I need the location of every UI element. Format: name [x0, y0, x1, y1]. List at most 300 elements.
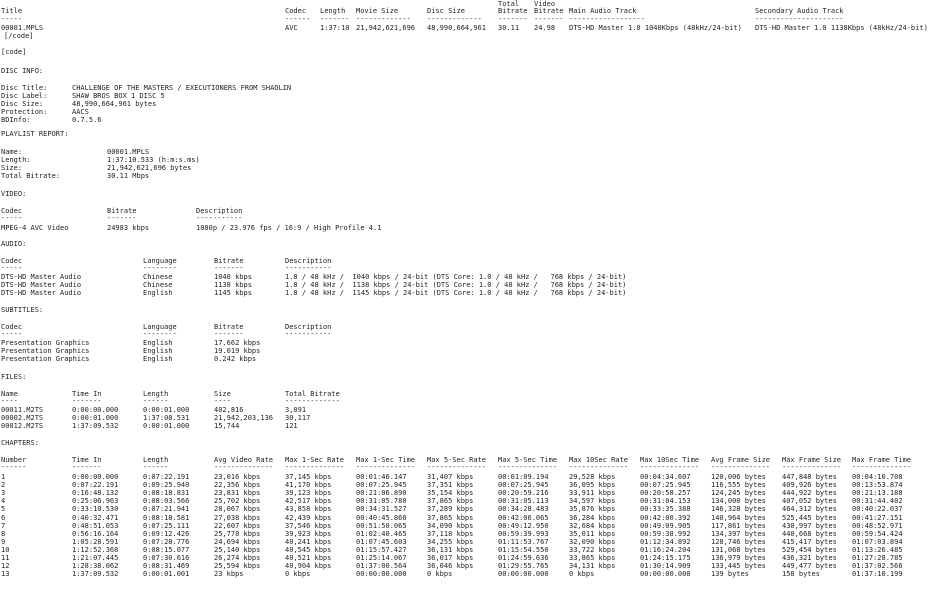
- summary-header-cell: Secondary Audio Track: [755, 7, 844, 15]
- chapters-row-cell: 1:05:28.591: [72, 537, 119, 546]
- chapters-row-cell: 42,517 kbps: [285, 497, 332, 506]
- chapters-row-cell: 12: [1, 562, 10, 571]
- chapters-dashes-cell: --------------: [498, 463, 558, 471]
- summary-dashes-cell: ------: [285, 15, 311, 23]
- chapters-row-cell: 00:34:28.483: [498, 505, 549, 514]
- audio-row-cell: DTS-HD Master Audio: [1, 281, 82, 289]
- summary-values-cell: 1:37:10: [320, 24, 350, 32]
- summary-values-cell: AVC: [285, 24, 298, 32]
- chapters-row-cell: 00:04:10.708: [852, 473, 903, 481]
- chapters-row-cell: 11: [1, 554, 10, 562]
- audio-row-cell: Chinese: [143, 273, 173, 281]
- chapters-row-cell: 24,694 kbps: [214, 537, 261, 546]
- chapters-dashes-cell: --------------: [852, 463, 912, 471]
- chapters-row-cell: 00:48:52.971: [852, 521, 903, 530]
- chapters-row-cell: 0 kbps: [569, 570, 595, 579]
- chapters-row-cell: 444,922 bytes: [782, 489, 837, 498]
- disc-info-value: AACS: [72, 108, 89, 116]
- chapters-row-cell: 00:42:06.065: [498, 513, 549, 522]
- summary-header-cell: Movie Size: [356, 7, 399, 15]
- chapters-row-cell: 0:07:28.776: [143, 537, 190, 546]
- chapters-row-cell: 01:25:14.067: [356, 554, 407, 562]
- chapters-row-cell: 40,521 kbps: [285, 554, 332, 562]
- chapters-row-cell: 29,528 kbps: [569, 473, 616, 481]
- chapters-row-cell: 01:13:26.485: [852, 545, 903, 554]
- audio-row-cell: English: [143, 289, 173, 297]
- chapters-row-cell: 00:31:44.402: [852, 497, 903, 506]
- chapters-row-cell: 6: [1, 513, 6, 522]
- chapters-header-cell: Max 10Sec Rate: [569, 456, 629, 464]
- summary-dashes-cell: ------------------: [569, 15, 645, 23]
- video-dashes-cell: -----------: [196, 214, 243, 222]
- audio-dashes-cell: -------: [214, 264, 244, 272]
- subtitles-row-cell: Presentation Graphics: [1, 347, 90, 355]
- chapters-row-cell: 35,876 kbps: [569, 505, 616, 514]
- chapters-row-cell: 124,245 bytes: [711, 489, 766, 498]
- chapters-row-cell: 01:16:24.204: [640, 545, 691, 554]
- chapters-header-cell: Time In: [72, 456, 102, 464]
- chapters-row-cell: 37,351 kbps: [427, 481, 474, 490]
- chapters-row-cell: 0:07:22.191: [143, 473, 190, 481]
- chapters-row-cell: 0:07:25.111: [143, 521, 190, 530]
- chapters-row-cell: 140,964 bytes: [711, 513, 766, 522]
- chapters-row-cell: 407,052 bytes: [782, 497, 837, 506]
- chapters-row-cell: 26,274 kbps: [214, 554, 261, 562]
- subtitles-dashes-cell: --------: [143, 330, 177, 338]
- chapters-row-cell: 40,241 kbps: [285, 537, 332, 546]
- chapters-row-cell: 00:31:04.153: [640, 497, 691, 506]
- chapters-dashes-cell: --------------: [782, 463, 842, 471]
- chapters-row-cell: 01:11:53.767: [498, 537, 549, 546]
- chapters-row-cell: 139 bytes: [711, 570, 749, 579]
- chapters-row-cell: 449,477 bytes: [782, 562, 837, 571]
- chapters-dashes-cell: --------------: [711, 463, 771, 471]
- chapters-row-cell: 23,831 kbps: [214, 489, 261, 498]
- chapters-row-cell: 0:08:03.566: [143, 497, 190, 506]
- chapters-row-cell: 0:08:15.077: [143, 545, 190, 554]
- subtitles-dashes-cell: -----: [1, 330, 23, 338]
- chapters-row-cell: 42,439 kbps: [285, 513, 332, 522]
- chapters-row-cell: 464,312 bytes: [782, 505, 837, 514]
- chapters-row-cell: 00:20:59.216: [498, 489, 549, 498]
- disc-info-label: BDInfo:: [1, 116, 31, 124]
- audio-heading: AUDIO:: [1, 240, 27, 248]
- chapters-row-cell: 22,356 kbps: [214, 481, 261, 490]
- audio-row-cell: 1.0 / 48 kHz / 1145 kbps / 24-bit (DTS Core: 1.0 / 48 kHz / 768 kbps / 24-bit): [285, 289, 627, 297]
- chapters-dashes-cell: ------: [143, 463, 169, 471]
- chapters-row-cell: 430,997 bytes: [782, 521, 837, 530]
- summary-header-cell: Disc Size: [427, 7, 465, 15]
- chapters-row-cell: 134,000 bytes: [711, 497, 766, 506]
- chapters-row-cell: 00:00:00.000: [640, 570, 691, 579]
- chapters-row-cell: 9: [1, 537, 6, 546]
- files-row-cell: 0:00:01.000: [143, 422, 190, 430]
- files-row-cell: 3,091: [285, 406, 307, 414]
- chapters-row-cell: 2: [1, 481, 6, 490]
- summary-dashes-cell: -----: [1, 15, 23, 23]
- files-row-cell: 1:37:08.531: [143, 414, 190, 422]
- summary-header-cell: Main Audio Track: [569, 7, 637, 15]
- summary-dashes-cell: -------: [534, 15, 564, 23]
- chapters-header-cell: Max 1-Sec Rate: [285, 456, 345, 464]
- files-row-cell: 0:00:01.000: [143, 406, 190, 414]
- chapters-row-cell: 00:07:25.945: [640, 481, 691, 490]
- audio-row-cell: 1040 kbps: [214, 273, 252, 281]
- video-dashes-cell: -----: [1, 214, 23, 222]
- audio-row-cell: 1.0 / 48 kHz / 1138 kbps / 24-bit (DTS Core: 1.0 / 48 kHz / 768 kbps / 24-bit): [285, 281, 627, 289]
- chapters-row-cell: 13: [1, 570, 10, 579]
- summary-header-cell: Codec: [285, 7, 307, 15]
- summary-values-cell: 00001.MPLS: [1, 24, 44, 32]
- chapters-row-cell: 28,067 kbps: [214, 505, 261, 514]
- chapters-row-cell: 00:59:54.424: [852, 529, 903, 538]
- chapters-row-cell: 0:33:10.530: [72, 505, 119, 514]
- disc-info-label: Disc Size:: [1, 100, 44, 108]
- subtitles-row-cell: Presentation Graphics: [1, 339, 90, 347]
- subtitles-row-cell: 0.242 kbps: [214, 355, 257, 363]
- disc-info-label: Disc Title:: [1, 84, 48, 92]
- chapters-row-cell: 10: [1, 545, 10, 554]
- chapters-row-cell: 00:42:00.392: [640, 513, 691, 522]
- chapters-header-cell: Length: [143, 456, 169, 464]
- summary-values-cell: 30.11: [498, 24, 520, 32]
- video-dashes-cell: -------: [107, 214, 137, 222]
- chapters-row-cell: 1:37:09.532: [72, 570, 119, 579]
- chapters-row-cell: 00:07:25.945: [356, 481, 407, 490]
- chapters-row-cell: 00:33:35.388: [640, 505, 691, 514]
- audio-dashes-cell: -----: [1, 264, 23, 272]
- summary-values-cell: 21,942,621,696: [356, 24, 416, 32]
- chapters-row-cell: 00:49:12.950: [498, 521, 549, 530]
- chapters-row-cell: 00:34:31.527: [356, 505, 407, 514]
- chapters-row-cell: 01:02:40.465: [356, 529, 407, 538]
- chapters-row-cell: 00:13:53.874: [852, 481, 903, 490]
- audio-row-cell: 1138 kbps: [214, 281, 252, 289]
- files-row-cell: 0:00:01.000: [72, 414, 119, 422]
- chapters-row-cell: 34,255 kbps: [427, 537, 474, 546]
- summary-header-cell: Length: [320, 7, 346, 15]
- chapters-row-cell: 436,321 bytes: [782, 554, 837, 562]
- chapters-row-cell: 00:40:22.037: [852, 505, 903, 514]
- chapters-row-cell: 00:04:34.607: [640, 473, 691, 481]
- summary-dashes-cell: -------: [320, 15, 350, 23]
- chapters-row-cell: 43,858 kbps: [285, 505, 332, 514]
- chapters-row-cell: 4: [1, 497, 6, 506]
- chapters-row-cell: 133,445 bytes: [711, 562, 766, 571]
- chapters-row-cell: 146,328 bytes: [711, 505, 766, 514]
- audio-header-cell: Bitrate: [214, 257, 244, 265]
- chapters-row-cell: 00:21:06.890: [356, 489, 407, 498]
- chapters-row-cell: 36,017 kbps: [427, 554, 474, 562]
- chapters-row-cell: 32,090 kbps: [569, 537, 616, 546]
- chapters-row-cell: 23 kbps: [214, 570, 244, 579]
- subtitles-row-cell: Presentation Graphics: [1, 355, 90, 363]
- chapters-row-cell: 35,154 kbps: [427, 489, 474, 498]
- chapters-row-cell: 0 kbps: [427, 570, 453, 579]
- audio-dashes-cell: -----------: [285, 264, 332, 272]
- subtitles-dashes-cell: -------: [214, 330, 244, 338]
- chapters-row-cell: 00:59:38.992: [640, 529, 691, 538]
- chapters-row-cell: 5: [1, 505, 6, 514]
- chapters-row-cell: 00:40:45.860: [356, 513, 407, 522]
- subtitles-header-cell: Codec: [1, 323, 23, 331]
- chapters-row-cell: 33,722 kbps: [569, 545, 616, 554]
- files-row-cell: 0:00:00.000: [72, 406, 119, 414]
- chapters-row-cell: 41,170 kbps: [285, 481, 332, 490]
- chapters-row-cell: 0:07:30.616: [143, 554, 190, 562]
- chapters-row-cell: 37,546 kbps: [285, 521, 332, 530]
- disc-info-value: SHAW BROS BOX 1 DISC 5: [72, 92, 165, 100]
- chapters-row-cell: 0:56:16.164: [72, 529, 119, 538]
- chapters-row-cell: 0:09:12.426: [143, 529, 190, 538]
- video-header-cell: Description: [196, 207, 243, 215]
- chapters-row-cell: 0:25:06.963: [72, 497, 119, 506]
- chapters-header-cell: Number: [1, 456, 27, 464]
- audio-row-cell: 1145 kbps: [214, 289, 252, 297]
- disc-info-value: 48,990,664,961 bytes: [72, 100, 157, 108]
- chapters-row-cell: 01:15:54.550: [498, 545, 549, 554]
- chapters-row-cell: 36,131 kbps: [427, 545, 474, 554]
- chapters-row-cell: 440,668 bytes: [782, 529, 837, 538]
- files-row-cell: 00012.M2TS: [1, 422, 44, 430]
- chapters-row-cell: 0:16:48.132: [72, 489, 119, 498]
- chapters-heading: CHAPTERS:: [1, 439, 39, 447]
- chapters-row-cell: 01:29:55.765: [498, 562, 549, 571]
- chapters-row-cell: 00:41:27.151: [852, 513, 903, 522]
- playlist-value: 21,942,621,696 bytes: [107, 164, 192, 172]
- chapters-row-cell: 00:31:05.113: [498, 497, 549, 506]
- chapters-row-cell: 32,684 kbps: [569, 521, 616, 530]
- chapters-row-cell: 01:07:45.603: [356, 537, 407, 546]
- disc-info-value: CHALLENGE OF THE MASTERS / EXECUTIONERS FROM SHAOLIN: [72, 84, 292, 92]
- chapters-row-cell: 33,865 kbps: [569, 554, 616, 562]
- chapters-row-cell: 37,865 kbps: [427, 497, 474, 506]
- chapters-row-cell: 158 bytes: [782, 570, 820, 579]
- chapters-row-cell: 128,746 bytes: [711, 537, 766, 546]
- files-dashes-cell: -------: [72, 397, 102, 405]
- summary-values-cell: 24.98: [534, 24, 556, 32]
- code-open-tag: [code]: [1, 48, 27, 56]
- chapters-row-cell: 0:00:00.000: [72, 473, 119, 481]
- files-row-cell: 30,117: [285, 414, 311, 422]
- files-header-cell: Name: [1, 390, 18, 398]
- subtitles-header-cell: Bitrate: [214, 323, 244, 331]
- files-row-cell: 15,744: [214, 422, 240, 430]
- files-row-cell: 21,942,203,136: [214, 414, 274, 422]
- chapters-row-cell: 00:01:46.147: [356, 473, 407, 481]
- chapters-row-cell: 36,046 kbps: [427, 562, 474, 571]
- disc-info-label: Disc Label:: [1, 92, 48, 100]
- playlist-label: Length:: [1, 156, 31, 164]
- chapters-row-cell: 01:24:59.636: [498, 554, 549, 562]
- disc-info-heading: DISC INFO:: [1, 67, 44, 75]
- summary-header-cell: Title: [1, 7, 23, 15]
- subtitles-row-cell: English: [143, 339, 173, 347]
- chapters-row-cell: 40,904 kbps: [285, 562, 332, 571]
- summary-dashes-cell: -------------: [427, 15, 482, 23]
- chapters-row-cell: 447,848 bytes: [782, 473, 837, 481]
- subtitles-heading: SUBTITLES:: [1, 306, 44, 314]
- chapters-row-cell: 34,597 kbps: [569, 497, 616, 506]
- chapters-row-cell: 01:37:02.566: [852, 562, 903, 571]
- chapters-row-cell: 120,006 bytes: [711, 473, 766, 481]
- chapters-row-cell: 01:15:57.427: [356, 545, 407, 554]
- chapters-row-cell: 34,090 kbps: [427, 521, 474, 530]
- chapters-header-cell: Max 5-Sec Rate: [427, 456, 487, 464]
- chapters-row-cell: 01:37:00.564: [356, 562, 407, 571]
- playlist-value: 1:37:10.533 (h:m:s.ms): [107, 156, 200, 164]
- summary-dashes-cell: -------------: [356, 15, 411, 23]
- audio-header-cell: Description: [285, 257, 332, 265]
- chapters-row-cell: 39,123 kbps: [285, 489, 332, 498]
- files-header-cell: Total Bitrate: [285, 390, 340, 398]
- audio-row-cell: Chinese: [143, 281, 173, 289]
- chapters-row-cell: 01:24:15.175: [640, 554, 691, 562]
- summary-header-cell: Bitrate: [534, 7, 564, 15]
- chapters-row-cell: 00:00:00.000: [356, 570, 407, 579]
- playlist-label: Name:: [1, 148, 23, 156]
- chapters-row-cell: 8: [1, 529, 6, 538]
- chapters-row-cell: 36,095 kbps: [569, 481, 616, 490]
- chapters-row-cell: 1:12:52.368: [72, 545, 119, 554]
- chapters-row-cell: 1: [1, 473, 6, 481]
- files-row-cell: 1:37:09.532: [72, 422, 119, 430]
- chapters-row-cell: 01:37:10.199: [852, 570, 903, 579]
- chapters-row-cell: 01:30:14.909: [640, 562, 691, 571]
- chapters-row-cell: 01:12:34.892: [640, 537, 691, 546]
- files-header-cell: Size: [214, 390, 231, 398]
- chapters-row-cell: 7: [1, 521, 6, 530]
- chapters-row-cell: 39,923 kbps: [285, 529, 332, 538]
- chapters-row-cell: 0:08:18.581: [143, 513, 190, 522]
- chapters-row-cell: 00:21:13.188: [852, 489, 903, 498]
- chapters-row-cell: 25,594 kbps: [214, 562, 261, 571]
- chapters-row-cell: 34,131 kbps: [569, 562, 616, 571]
- chapters-row-cell: 00:31:05.780: [356, 497, 407, 506]
- chapters-dashes-cell: --------------: [214, 463, 274, 471]
- playlist-heading: PLAYLIST REPORT:: [1, 130, 69, 138]
- summary-header-top-cell: Video: [534, 0, 556, 8]
- chapters-row-cell: 00:01:09.194: [498, 473, 549, 481]
- chapters-row-cell: 0:07:22.191: [72, 481, 119, 490]
- chapters-row-cell: 22,607 kbps: [214, 521, 261, 530]
- subtitles-row-cell: English: [143, 347, 173, 355]
- chapters-header-cell: Max Frame Size: [782, 456, 842, 464]
- chapters-row-cell: 0:40:32.471: [72, 513, 119, 522]
- summary-header-cell: Bitrate: [498, 7, 528, 15]
- summary-values-cell: DTS-HD Master 1.0 1040Kbps (48kHz/24-bit): [569, 24, 742, 32]
- audio-header-cell: Language: [143, 257, 177, 265]
- chapters-row-cell: 25,702 kbps: [214, 497, 261, 506]
- summary-dashes-cell: -------: [498, 15, 528, 23]
- subtitles-header-cell: Description: [285, 323, 332, 331]
- chapters-row-cell: 0:07:21.941: [143, 505, 190, 514]
- chapters-row-cell: 40,545 kbps: [285, 545, 332, 554]
- chapters-row-cell: 0:08:31.469: [143, 562, 190, 571]
- chapters-row-cell: 134,397 bytes: [711, 529, 766, 538]
- chapters-row-cell: 117,861 bytes: [711, 521, 766, 530]
- playlist-label: Size:: [1, 164, 23, 172]
- chapters-header-cell: Avg Video Rate: [214, 456, 274, 464]
- disc-info-label: Protection:: [1, 108, 48, 116]
- chapters-row-cell: 00:00:00.000: [498, 570, 549, 579]
- code-close-tag: [/code]: [4, 32, 34, 40]
- chapters-row-cell: 409,926 bytes: [782, 481, 837, 490]
- chapters-dashes-cell: ------: [1, 463, 27, 471]
- summary-values-cell: DTS-HD Master 1.0 1138Kbps (48kHz/24-bit): [755, 24, 928, 32]
- chapters-row-cell: 415,417 bytes: [782, 537, 837, 546]
- video-header-cell: Bitrate: [107, 207, 137, 215]
- chapters-row-cell: 0:09:25.940: [143, 481, 190, 490]
- chapters-row-cell: 00:49:09.905: [640, 521, 691, 530]
- chapters-row-cell: 0:48:51.053: [72, 521, 119, 530]
- video-row-cell: MPEG-4 AVC Video: [1, 224, 69, 232]
- audio-row-cell: 1.0 / 48 kHz / 1040 kbps / 24-bit (DTS Core: 1.0 / 48 kHz / 768 kbps / 24-bit): [285, 273, 627, 281]
- subtitles-dashes-cell: -----------: [285, 330, 332, 338]
- video-header-cell: Codec: [1, 207, 23, 215]
- chapters-dashes-cell: --------------: [427, 463, 487, 471]
- files-row-cell: 402,816: [214, 406, 244, 414]
- chapters-dashes-cell: --------------: [569, 463, 629, 471]
- chapters-row-cell: 0 kbps: [285, 570, 311, 579]
- files-header-cell: Length: [143, 390, 169, 398]
- chapters-header-cell: Max 10Sec Time: [640, 456, 700, 464]
- video-row-cell: 1080p / 23.976 fps / 16:9 / High Profile 4.1: [196, 224, 382, 232]
- video-row-cell: 24983 kbps: [107, 224, 150, 232]
- chapters-row-cell: 116,555 bytes: [711, 481, 766, 490]
- chapters-row-cell: 37,865 kbps: [427, 513, 474, 522]
- chapters-row-cell: 37,118 kbps: [427, 529, 474, 538]
- summary-header-top-cell: Total: [498, 0, 520, 8]
- chapters-header-cell: Max Frame Time: [852, 456, 912, 464]
- chapters-row-cell: 00:07:25.945: [498, 481, 549, 490]
- files-row-cell: 00011.M2TS: [1, 406, 44, 414]
- chapters-row-cell: 00:59:39.993: [498, 529, 549, 538]
- chapters-row-cell: 525,445 bytes: [782, 513, 837, 522]
- chapters-row-cell: 529,454 bytes: [782, 545, 837, 554]
- playlist-value: 30.11 Mbps: [107, 172, 150, 180]
- chapters-header-cell: Max 5-Sec Time: [498, 456, 558, 464]
- chapters-row-cell: 36,284 kbps: [569, 513, 616, 522]
- subtitles-row-cell: 19.019 kbps: [214, 347, 261, 355]
- video-heading: VIDEO:: [1, 190, 27, 198]
- summary-values-cell: 48,990,664,961: [427, 24, 487, 32]
- audio-row-cell: DTS-HD Master Audio: [1, 289, 82, 297]
- chapters-row-cell: 1:28:38.062: [72, 562, 119, 571]
- chapters-row-cell: 00:51:50.065: [356, 521, 407, 530]
- chapters-row-cell: 0:00:01.001: [143, 570, 190, 579]
- files-row-cell: 00002.M2TS: [1, 414, 44, 422]
- chapters-row-cell: 35,011 kbps: [569, 529, 616, 538]
- chapters-row-cell: 27,038 kbps: [214, 513, 261, 522]
- disc-info-value: 0.7.5.6: [72, 116, 102, 124]
- chapters-row-cell: 00:20:58.257: [640, 489, 691, 498]
- chapters-row-cell: 37,289 kbps: [427, 505, 474, 514]
- chapters-row-cell: 1:21:07.445: [72, 554, 119, 562]
- chapters-row-cell: 3: [1, 489, 6, 498]
- summary-dashes-cell: ---------------------: [755, 15, 844, 23]
- chapters-row-cell: 23,016 kbps: [214, 473, 261, 481]
- files-header-cell: Time In: [72, 390, 102, 398]
- audio-dashes-cell: --------: [143, 264, 177, 272]
- chapters-dashes-cell: -------: [72, 463, 102, 471]
- chapters-dashes-cell: --------------: [640, 463, 700, 471]
- files-row-cell: 121: [285, 422, 298, 430]
- files-heading: FILES:: [1, 373, 27, 381]
- chapters-row-cell: 131,068 bytes: [711, 545, 766, 554]
- chapters-row-cell: 25,778 kbps: [214, 529, 261, 538]
- subtitles-row-cell: 17.662 kbps: [214, 339, 261, 347]
